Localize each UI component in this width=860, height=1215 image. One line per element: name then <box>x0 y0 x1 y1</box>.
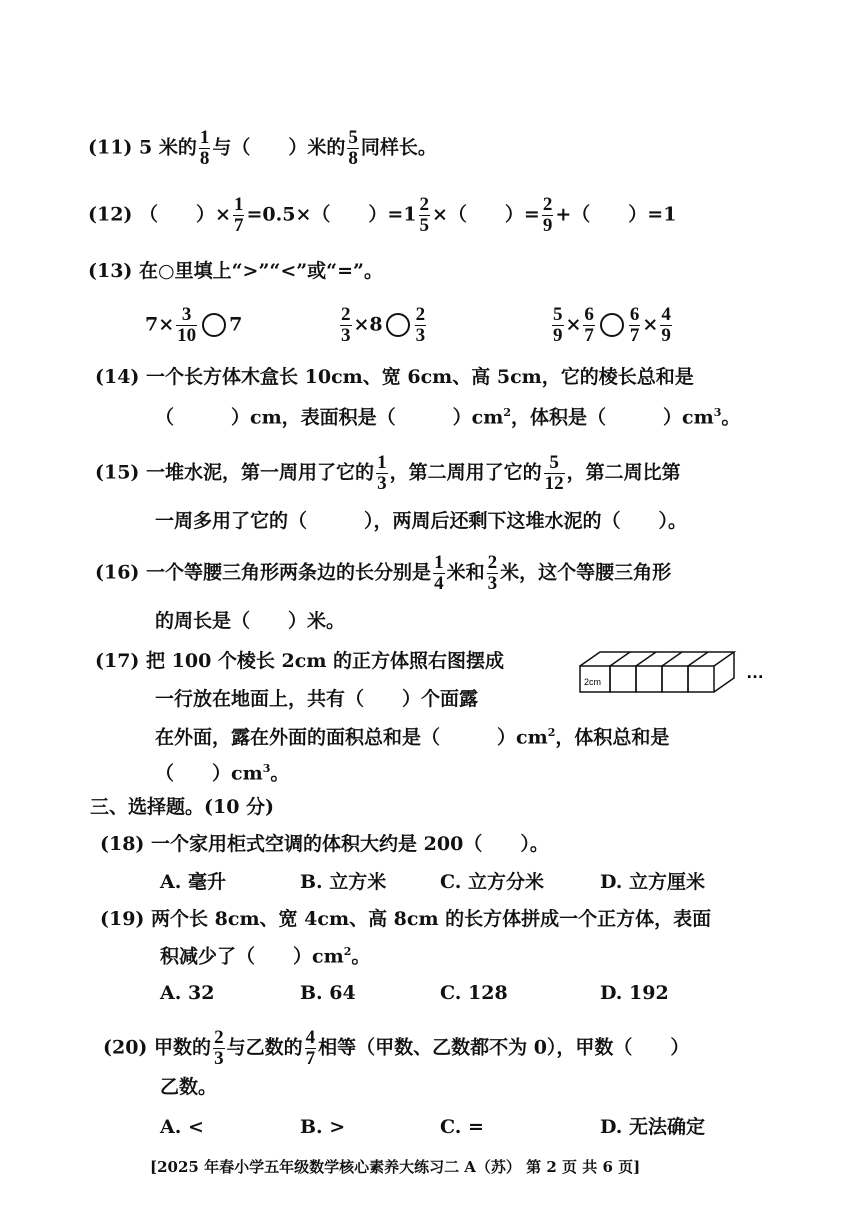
option-b[interactable]: B. > <box>300 1116 346 1138</box>
fraction: $\frac{5}{12}$ <box>544 452 564 494</box>
question-number: (17) <box>95 650 140 672</box>
question-16: (16) 一个等腰三角形两条边的长分别是 $\frac{1}{4}$ 米和 $\frac{2}{3}$ 米，这个等腰三角形 <box>95 552 672 594</box>
option-a[interactable]: A. < <box>160 1116 204 1138</box>
question-17-line3: 在外面，露在外面的面积总和是（ ）$cm^2$，体积总和是 <box>155 726 670 749</box>
question-15: (15) 一堆水泥，第一周用了它的 $\frac{1}{3}$ ，第二周用了它的 $\frac{5}{12}$ ，第二周比第 <box>95 452 681 494</box>
fraction: $\frac{2}{3}$ <box>487 552 498 594</box>
compare-expression-2: $\frac{2}{3}$ ×8 $\frac{2}{3}$ <box>341 304 426 346</box>
option-a[interactable]: A. 毫升 <box>160 871 226 893</box>
question-number: (12) <box>88 203 133 226</box>
question-text: 一个长方体木盒长 10cm、宽 6cm、高 5cm，它的棱长总和是 <box>146 366 694 388</box>
fraction: $\frac{1}{7}$ <box>233 194 244 236</box>
question-11 <box>88 128 437 169</box>
question-20-line2: 乙数。 <box>160 1076 218 1098</box>
question-number: (13) <box>88 260 133 282</box>
answer-circle[interactable] <box>600 313 624 337</box>
option-b[interactable]: B. 立方米 <box>300 871 387 893</box>
option-b[interactable]: B. 64 <box>300 982 356 1004</box>
cube-row-figure <box>578 650 778 700</box>
question-number: (19) <box>100 908 145 930</box>
question-number: (15) <box>95 461 140 484</box>
option-c[interactable]: C. 128 <box>440 982 508 1004</box>
question-number: (14) <box>95 366 140 388</box>
question-17-line2: 一行放在地面上，共有（ ）个面露 <box>155 688 479 710</box>
fraction: $\frac{6}{7}$ <box>629 304 640 346</box>
question-20: (20) 甲数的 $\frac{2}{3}$ 与乙数的 $\frac{4}{7}$ 相等（甲数、乙数都不为 0），甲数（ ） <box>103 1027 690 1069</box>
question-18: (18) 一个家用柜式空调的体积大约是 200（ ）。 <box>100 833 549 855</box>
answer-circle[interactable] <box>202 313 226 337</box>
question-14-line2: （ ）cm，表面积是（ ）$cm^2$，体积是（ ）$cm^3$。 <box>155 406 741 429</box>
option-a[interactable]: A. 32 <box>160 982 215 1004</box>
option-d[interactable]: D. 192 <box>600 982 669 1004</box>
fraction: $\frac{6}{7}$ <box>584 304 594 346</box>
option-c[interactable]: C. = <box>440 1116 484 1138</box>
option-d[interactable]: D. 立方厘米 <box>600 871 706 893</box>
question-text: +（ ）=1 <box>555 203 677 226</box>
fraction: $\frac{5}{9}$ <box>553 304 563 346</box>
question-text: 与（ ）米的 <box>212 136 346 159</box>
question-17-line4: （ ）$cm^3$。 <box>155 762 290 785</box>
figure-ellipsis: … <box>746 662 764 682</box>
option-c[interactable]: C. 立方分米 <box>440 871 545 893</box>
question-text: =0.5×（ ）=1 <box>246 203 417 226</box>
question-text: （ ）× <box>139 203 231 226</box>
fraction: $\frac{2}{9}$ <box>542 194 553 236</box>
fraction: $\frac{1}{8}$ <box>199 127 210 169</box>
fraction: $\frac{3}{10}$ <box>177 304 197 346</box>
question-text: 在○里填上“>”“<”或“=”。 <box>139 260 383 282</box>
compare-expression-1: 7× $\frac{3}{10}$ 7 <box>145 304 243 346</box>
question-19: (19) 两个长 8cm、宽 4cm、高 8cm 的长方体拼成一个正方体，表面 <box>100 908 712 930</box>
question-17: (17) 把 100 个棱长 2cm 的正方体照右图摆成 <box>95 650 505 672</box>
fraction: $\frac{2}{5}$ <box>419 194 430 236</box>
question-number: (11) <box>88 136 133 159</box>
question-text: ×（ ）= <box>432 203 540 226</box>
fraction: $\frac{2}{3}$ <box>214 1027 224 1069</box>
figure-label: 2cm <box>584 677 602 687</box>
fraction: $\frac{5}{8}$ <box>348 127 358 169</box>
fraction: $\frac{2}{3}$ <box>415 304 426 346</box>
question-16-line2: 的周长是（ ）米。 <box>155 610 346 632</box>
question-14 <box>95 368 694 387</box>
fraction: $\frac{1}{3}$ <box>377 452 387 494</box>
answer-circle[interactable] <box>386 313 410 337</box>
fraction: $\frac{1}{4}$ <box>434 552 444 594</box>
question-12 <box>88 195 676 236</box>
option-d[interactable]: D. 无法确定 <box>600 1116 706 1138</box>
question-15-line2: 一周多用了它的（ ），两周后还剩下这堆水泥的（ ）。 <box>155 510 688 532</box>
fraction: $\frac{4}{9}$ <box>661 304 671 346</box>
fraction: $\frac{2}{3}$ <box>341 304 351 346</box>
page-footer: [2025 年春小学五年级数学核心素养大练习二 A（苏） 第 2 页 共 6 页] <box>150 1158 641 1176</box>
question-number: (20) <box>103 1036 148 1059</box>
compare-expression-3: $\frac{5}{9}$ × $\frac{6}{7}$ $\frac{6}{7}$ × $\frac{4}{9}$ <box>553 304 671 346</box>
question-13 <box>88 262 383 281</box>
section-title: 三、选择题。(10 分) <box>90 796 275 818</box>
question-number: (18) <box>100 833 145 855</box>
question-number: (16) <box>95 561 140 584</box>
fraction: $\frac{4}{7}$ <box>305 1027 316 1069</box>
question-text: 5 米的 <box>139 136 197 159</box>
question-text: 同样长。 <box>360 136 437 159</box>
question-19-line2: 积减少了（ ）$cm^2$。 <box>160 945 371 968</box>
